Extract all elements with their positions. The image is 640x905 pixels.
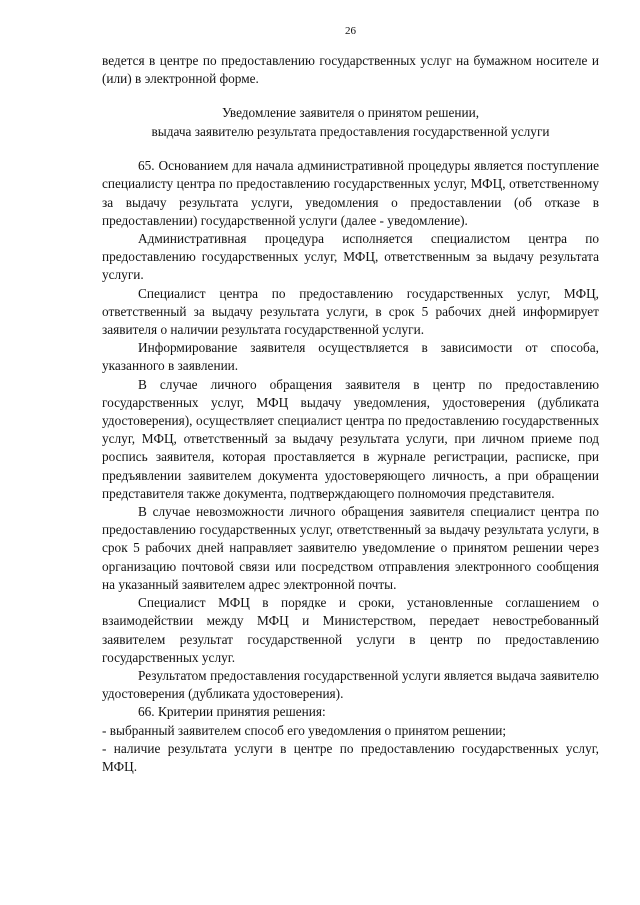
paragraph-no-personal-appeal: В случае невозможности личного обращения заявителя специалист центра по предоставлению государственных услуг, ответственный за выдачу результата услуги, в срок 5 рабочих дней направляет заявителю уведомление о принятом решении через организацию почтовой связи или посредством отправления электронного сообщения на указанный заявителем адрес электронной почты. [102,504,599,592]
section-heading-line-1: Уведомление заявителя о принятом решении, [221,105,480,121]
paragraph-procedure-executor: Административная процедура исполняется специалистом центра по предоставлению государственных услуг, МФЦ, ответственным за выдачу результата услуги. [102,231,599,283]
paragraph-66: 66. Критерии принятия решения: [138,704,326,720]
paragraph-result: Результатом предоставления государственной услуги является выдача заявителю удостоверения (дубликата удостоверения). [102,667,599,702]
paragraph-personal-appeal: В случае личного обращения заявителя в центр по предоставлению государственных услуг, МФЦ выдачу уведомления, удостоверения (дубликата удостоверения), осуществляет специалист центра по предоставлению государственных услуг, МФЦ, ответственный за выдачу результата услуги, при личном приеме под роспись заявителя, которая проставляется в журнале регистрации, расписке, при предъявлении заявителем документа удостоверяющего личность, а при обращении представителя также документа, подтверждающего полномочия представителя. [102,376,599,501]
list-item: - наличие результата услуги в центре по предоставлению государственных услуг, МФЦ. [102,740,599,774]
paragraph-informing-term: Специалист центра по предоставлению государственных услуг, МФЦ, ответственный за выдачу результата услуги, в срок 5 рабочих дней информирует заявителя о наличии результата государственной услуги. [102,285,599,338]
section-heading-line-2: выдача заявителю результата предоставления государственной услуги [151,123,550,139]
intro-paragraph: ведется в центре по предоставлению государственных услуг на бумажном носителе и (или) в электронной форме. [102,53,599,87]
paragraph-informing-method: Информирование заявителя осуществляется в зависимости от способа, указанного в заявлении. [102,340,599,374]
paragraph-mfc-transfer: Специалист МФЦ в порядке и сроки, установленные соглашением о взаимодействии между МФЦ и Министерством, передает невостребованный заявителем результат государственной услуги в центр по предоставлению государственных услуг. [102,595,599,665]
section-heading [102,104,599,141]
list-item: - выбранный заявителем способ его уведомления о принятом решении; [102,722,507,738]
paragraph-65: 65. Основанием для начала административной процедуры является поступление специалисту центра по предоставлению государственных услуг, МФЦ, ответственному за выдачу результата услуги, уведомления о предоставлении (об отказе в предоставлении) государственной услуги (далее - уведомление). [102,158,599,228]
page-number: 26 [345,25,356,37]
